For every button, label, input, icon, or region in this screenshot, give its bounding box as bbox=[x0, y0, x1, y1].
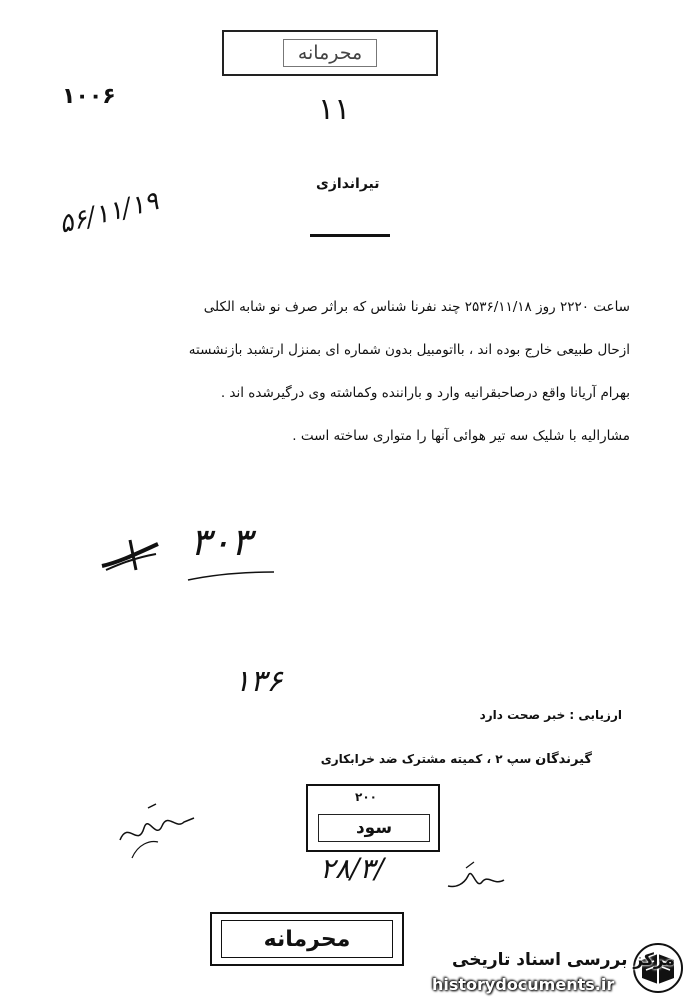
report-body bbox=[70, 286, 630, 458]
watermark-site: historydocuments.ir bbox=[432, 975, 615, 994]
handwritten-date: ۵۶/۱۱/۱۹ bbox=[55, 186, 162, 240]
document-number: ۱۰۰۶ bbox=[62, 84, 116, 109]
confidential-stamp-bottom bbox=[210, 912, 404, 966]
body-line-1: ساعت ۲۲۲۰ روز ۲۵۳۶/۱۱/۱۸ چند نفرنا شناس که براثر صرف نو شابه الکلی bbox=[203, 299, 630, 315]
body-line-3: بهرام آریانا واقع درصاحبقرانیه وارد و باراننده وکماشته وی درگیرشده اند . bbox=[220, 385, 630, 401]
document-title: تیراندازی bbox=[316, 176, 380, 192]
confidential-stamp-text: محرمانه bbox=[283, 39, 377, 67]
box-stamp-word: سود bbox=[318, 814, 430, 842]
body-line-2: ازحال طبیعی خارج بوده اند ، بااتومبیل بدون شماره ای بمنزل ارتشبد بازنشسته bbox=[188, 342, 630, 358]
recipients-list: ، سپ ۲ ، کمیته مشترک ضد خرابکاری bbox=[320, 752, 540, 766]
handwritten-number-1: ۳۰۳ bbox=[190, 520, 252, 564]
page-number: ۱۱ bbox=[318, 92, 351, 127]
handwritten-signature-left bbox=[118, 800, 198, 860]
handwritten-strike-mark bbox=[100, 534, 160, 574]
watermark-persian: مرکز بررسی اسناد تاریخی bbox=[452, 950, 675, 970]
handwritten-number-3: ۲۸/۳/ bbox=[320, 852, 384, 885]
handwritten-signature-right bbox=[446, 856, 506, 896]
confidential-stamp-top bbox=[222, 30, 438, 76]
confidential-stamp-bottom-text: محرمانه bbox=[221, 920, 393, 958]
recipients-label: گیرندگان bbox=[535, 752, 592, 767]
title-underline bbox=[310, 234, 390, 237]
box-stamp-number: ۲۰۰ bbox=[355, 790, 377, 804]
body-line-4: مشارالیه با شلیک سه تیر هوائی آنها را متواری ساخته است . bbox=[292, 428, 630, 444]
handwritten-underline bbox=[186, 570, 276, 582]
handwritten-number-2: ۱۳۶ bbox=[234, 664, 283, 699]
evaluation-line: ارزیابی : خبر صحت دارد bbox=[479, 708, 622, 722]
